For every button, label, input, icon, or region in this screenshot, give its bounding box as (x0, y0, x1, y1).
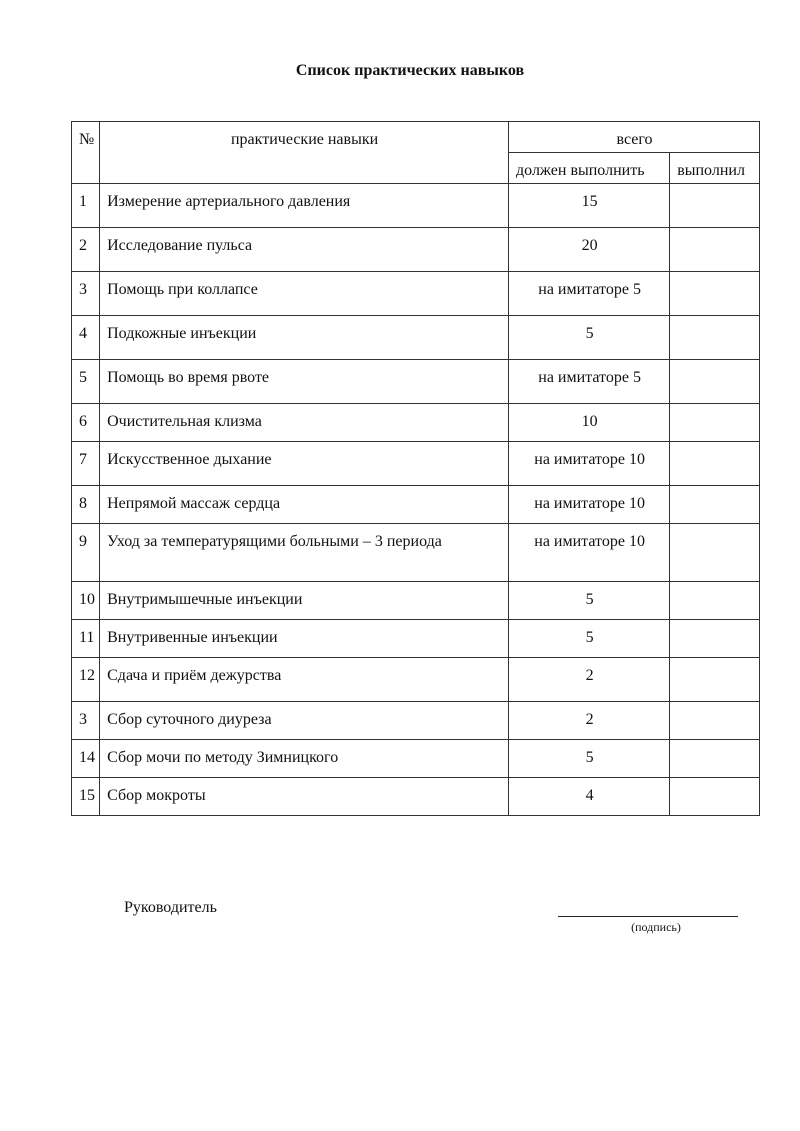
header-total: всего (509, 122, 760, 153)
table-row (72, 778, 760, 816)
row-performed (670, 316, 760, 360)
signature-line (558, 916, 738, 917)
table-row (72, 486, 760, 524)
row-must-perform: на имитаторе 5 (509, 360, 670, 404)
row-must-perform: 4 (509, 778, 670, 816)
supervisor-label: Руководитель (124, 899, 217, 916)
row-must-perform: 20 (509, 228, 670, 272)
row-skill: Сдача и приём дежурства (100, 658, 509, 702)
row-performed (670, 658, 760, 702)
row-number: 2 (72, 228, 100, 272)
row-number: 4 (72, 316, 100, 360)
row-performed (670, 360, 760, 404)
row-must-perform: на имитаторе 10 (509, 442, 670, 486)
table-row (72, 740, 760, 778)
table-row (72, 524, 760, 582)
row-performed (670, 272, 760, 316)
row-must-perform: 5 (509, 620, 670, 658)
row-number: 14 (72, 740, 100, 778)
signature-caption: (подпись) (631, 920, 681, 934)
row-performed (670, 582, 760, 620)
row-skill: Помощь при коллапсе (100, 272, 509, 316)
row-number: 5 (72, 360, 100, 404)
row-must-perform: 2 (509, 658, 670, 702)
header-performed: выполнил (670, 153, 760, 184)
row-must-perform: 5 (509, 582, 670, 620)
row-number: 8 (72, 486, 100, 524)
row-number: 6 (72, 404, 100, 442)
row-number: 7 (72, 442, 100, 486)
row-skill: Уход за температурящими больными – 3 периода (100, 524, 509, 582)
row-performed (670, 442, 760, 486)
row-number: 1 (72, 184, 100, 228)
row-performed (670, 740, 760, 778)
table-row (72, 442, 760, 486)
row-skill: Внутривенные инъекции (100, 620, 509, 658)
row-skill: Сбор мочи по методу Зимницкого (100, 740, 509, 778)
skills-table (71, 121, 760, 816)
row-must-perform: на имитаторе 5 (509, 272, 670, 316)
row-must-perform: 10 (509, 404, 670, 442)
row-number: 11 (72, 620, 100, 658)
table-row (72, 582, 760, 620)
table-row (72, 360, 760, 404)
row-skill: Сбор суточного диуреза (100, 702, 509, 740)
page-title: Список практических навыков (295, 62, 525, 79)
table-body (72, 184, 760, 816)
row-skill: Искусственное дыхание (100, 442, 509, 486)
row-performed (670, 620, 760, 658)
row-performed (670, 524, 760, 582)
row-skill: Внутримышечные инъекции (100, 582, 509, 620)
table-row (72, 184, 760, 228)
table-row (72, 702, 760, 740)
row-skill: Сбор мокроты (100, 778, 509, 816)
row-performed (670, 404, 760, 442)
row-performed (670, 228, 760, 272)
row-performed (670, 184, 760, 228)
row-skill: Подкожные инъекции (100, 316, 509, 360)
row-must-perform: 15 (509, 184, 670, 228)
table-row (72, 658, 760, 702)
header-skill: практические навыки (100, 122, 509, 184)
table-row (72, 316, 760, 360)
table-row (72, 404, 760, 442)
row-skill: Непрямой массаж сердца (100, 486, 509, 524)
row-must-perform: 5 (509, 316, 670, 360)
row-must-perform: 2 (509, 702, 670, 740)
row-number: 9 (72, 524, 100, 582)
table-row (72, 272, 760, 316)
row-performed (670, 778, 760, 816)
row-skill: Исследование пульса (100, 228, 509, 272)
row-number: 15 (72, 778, 100, 816)
header-must-perform: должен выполнить (509, 153, 670, 184)
table-row (72, 228, 760, 272)
row-skill: Очистительная клизма (100, 404, 509, 442)
row-performed (670, 486, 760, 524)
table-header (72, 122, 760, 184)
row-skill: Помощь во время рвоте (100, 360, 509, 404)
row-must-perform: 5 (509, 740, 670, 778)
row-number: 12 (72, 658, 100, 702)
row-number: 10 (72, 582, 100, 620)
header-number: № (72, 122, 100, 184)
row-number: 3 (72, 272, 100, 316)
row-must-perform: на имитаторе 10 (509, 486, 670, 524)
row-skill: Измерение артериального давления (100, 184, 509, 228)
table-row (72, 620, 760, 658)
row-performed (670, 702, 760, 740)
row-must-perform: на имитаторе 10 (509, 524, 670, 582)
row-number: 3 (72, 702, 100, 740)
